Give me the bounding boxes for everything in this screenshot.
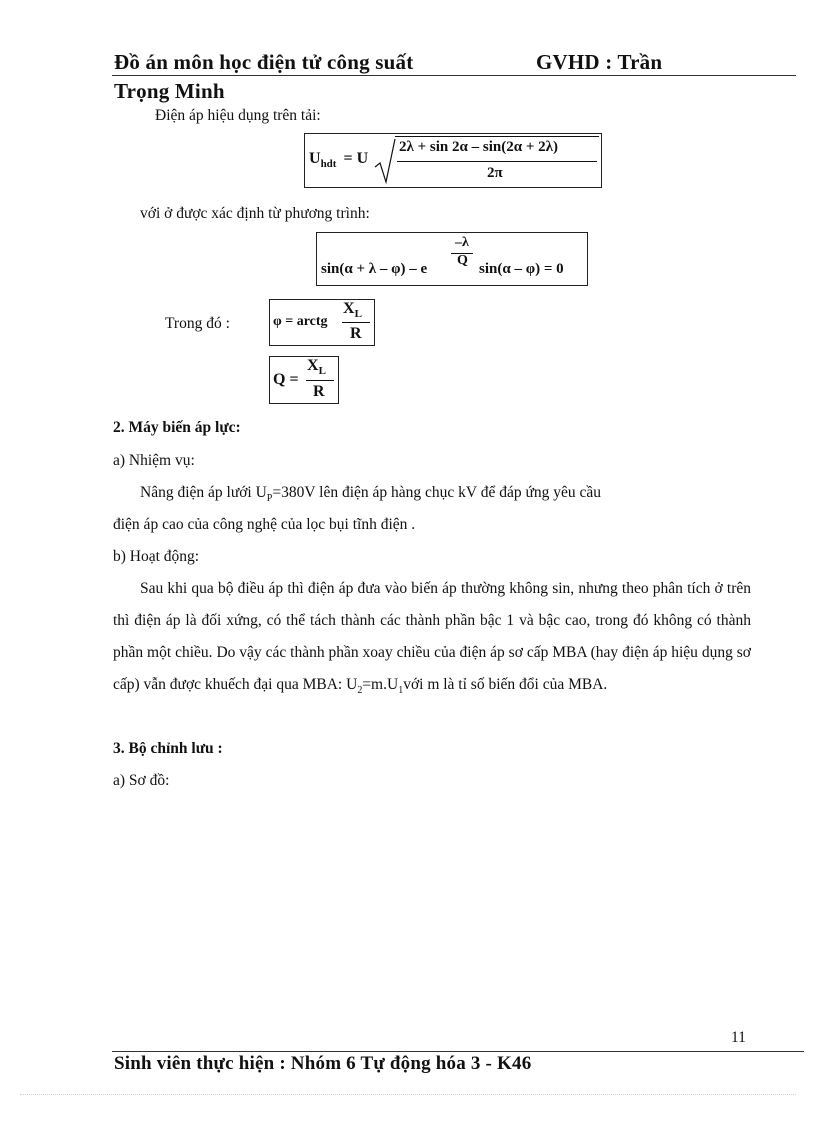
rms-label: Điện áp hiệu dụng trên tải: [155,107,321,124]
urms-numerator: 2λ + sin 2α – sin(2α + 2λ) [399,139,559,155]
eq-exp-den: Q [457,253,468,268]
header-rule [112,75,796,76]
urms-denominator: 2π [487,165,503,181]
footer-text: Sinh viên thực hiện : Nhóm 6 Tự động hóa 3 - K46 [114,1053,532,1074]
header-instructor-cont: Trọng Minh [114,79,225,103]
page-number: 11 [731,1029,746,1046]
task-line-2: điện áp cao của công nghệ của lọc bụi tĩnh điện . [113,516,416,533]
operation-text: Sau khi qua bộ điều áp thì điện áp đưa vào biến áp thường không sin, nhưng theo phân tích ở trên thì điện áp là đối xứng, có thể tách thành các thành phần bậc 1 và bậc cao, trong đó không có thành phần một chiều. Do vậy các thành phần xoay chiều của điện áp sơ cấp MBA (hay điện áp hiệu dụng sơ cấp) vẫn được khuếch đại qua MBA: [113,580,751,693]
formula-q [269,356,339,404]
q-lhs: Q = [273,371,299,388]
header-instructor: GVHD : Trần [536,50,663,74]
urms-eq: = U [343,150,369,167]
formula-phi [269,299,375,346]
phi-lhs: φ = arctg [273,314,328,329]
task-line1-b: =380V lên điện áp hàng chục kV để đáp ứng yêu cầu [272,484,601,501]
q-num: X [307,357,319,374]
urms-sub: hdt [320,158,337,171]
operation-label: b) Hoạt động: [113,548,200,565]
phi-num-sub: L [354,308,362,321]
eq-right: sin(α – φ) = 0 [479,261,564,277]
sqrt-overline [395,136,599,137]
task-label: a) Nhiệm vụ: [113,452,195,469]
task-line1-a: Nâng điện áp lưới U [140,484,267,501]
formula-urms [304,133,602,188]
page-bottom-dotted-line [20,1094,796,1095]
phi-fraction-bar [342,322,370,323]
footer-rule [112,1051,804,1052]
op-tail-sub1: 1 [398,685,404,697]
op-tail-c: với m là tỉ số biến đổi của MBA. [403,676,608,693]
op-tail-a: U [346,676,358,693]
q-num-sub: L [318,365,326,378]
task-line1-sub: P [266,493,273,505]
section3-heading: 3. Bộ chỉnh lưu : [113,740,223,757]
phi-num: X [343,300,355,317]
q-fraction-bar [306,380,334,381]
section2-heading: 2. Máy biến áp lực: [113,419,241,436]
where-label: Trong đó : [165,315,230,332]
task-line-1 [140,483,601,509]
urms-fraction-bar [397,161,597,162]
op-tail-sub2: 2 [357,685,363,697]
eq-exp-num: –λ [455,235,469,250]
diagram-label: a) Sơ đồ: [113,772,170,789]
q-den: R [313,383,325,400]
urms-lhs: U [309,150,321,167]
with-label: với ở được xác định từ phương trình: [140,205,370,222]
eq-left: sin(α + λ – φ) – e [321,261,428,277]
op-tail-b: =m.U [362,676,399,693]
operation-paragraph [113,573,751,707]
phi-den: R [350,325,362,342]
header-title: Đồ án môn học điện tử công suất [114,50,414,74]
formula-equation [316,232,588,286]
sqrt-icon [373,137,397,185]
